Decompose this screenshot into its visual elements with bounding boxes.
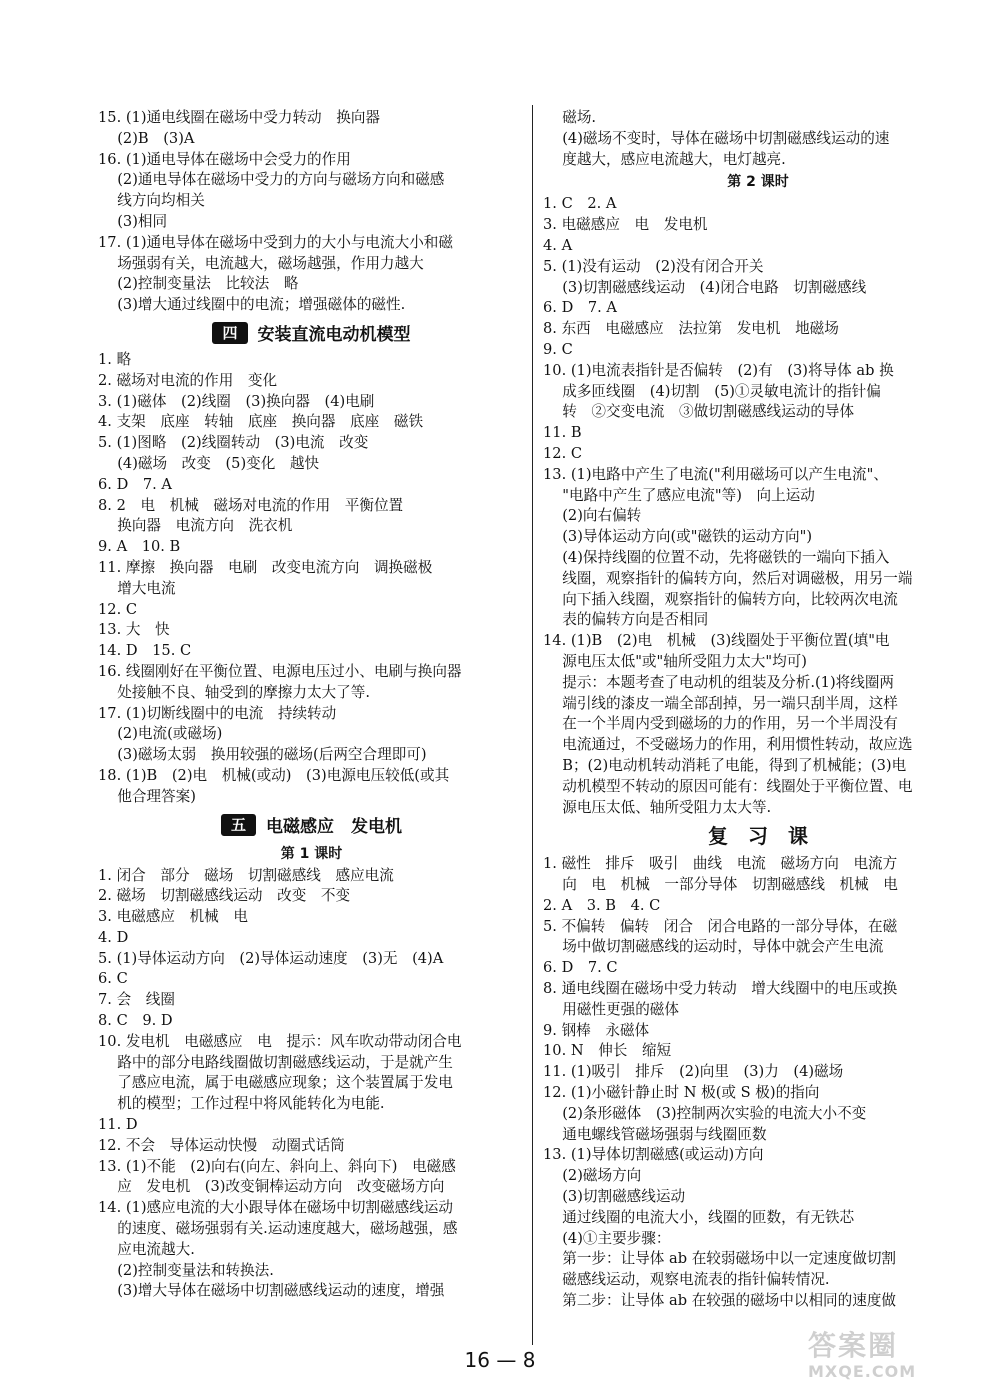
answer-line: 通电螺线管磁场强弱与线圈匝数 — [543, 1125, 767, 1143]
answer-line: (4)磁场不变时，导体在磁场中切割磁感线运动的速 — [543, 129, 890, 147]
answer-line: 4. A — [543, 236, 573, 254]
page-number: 16 — 8 — [464, 1348, 536, 1372]
answer-line: 度越大，感应电流越大，电灯越亮. — [543, 150, 786, 168]
answer-line: 场中做切割磁感线的运动时，导体中就会产生电流 — [543, 938, 884, 956]
answer-line: 10. N 伸长 缩短 — [543, 1042, 672, 1060]
answer-line: 端引线的漆皮一端全部刮掉，另一端只刮半周，这样 — [543, 694, 898, 712]
section-title: 电磁感应 发电机 — [266, 817, 402, 837]
answer-line: "电路中产生了感应电流"等) 向上运动 — [543, 486, 815, 504]
answer-line: 11. B — [543, 424, 582, 442]
right-column — [543, 108, 973, 1312]
answer-line: (4)磁场 改变 (5)变化 越快 — [98, 454, 320, 472]
answer-line: 向下插入线圈，观察指针的偏转方向，比较两次电流 — [543, 590, 898, 608]
column-divider — [532, 105, 533, 1345]
answer-line: (2)磁场方向 — [543, 1167, 642, 1185]
answer-line: 8. C 9. D — [98, 1012, 173, 1030]
answer-line: (2)电流(或磁场) — [98, 725, 223, 743]
answer-line: (3)磁场太弱 换用较强的磁场(后两空合理即可) — [98, 746, 427, 764]
answer-line: 10. 发电机 电磁感应 电 提示：风车吹动带动闭合电 — [98, 1032, 462, 1050]
answer-line: (3)增大通过线圈中的电流；增强磁体的磁性. — [98, 296, 406, 314]
answer-line: 路中的部分电路线圈做切割磁感线运动，于是就产生 — [98, 1053, 453, 1071]
answer-line: 5. (1)没有运动 (2)没有闭合开关 — [543, 257, 764, 275]
answer-line: 13. 大 快 — [98, 621, 170, 639]
answer-line: 电流通过，不受磁场力的作用，利用惯性转动，故应选 — [543, 736, 913, 754]
answer-line: 13. (1)电路中产生了电流("利用磁场可以产生电流"、 — [543, 465, 888, 483]
answer-line: 第一步：让导体 ab 在较弱磁场中以一定速度做切割 — [543, 1250, 897, 1268]
answer-line: (2)条形磁体 (3)控制两次实验的电流大小不变 — [543, 1104, 867, 1122]
answer-line: 2. A 3. B 4. C — [543, 896, 661, 914]
answer-line: (2)控制变量法和转换法. — [98, 1261, 274, 1279]
answer-line: 用磁性更强的磁体 — [543, 1000, 679, 1018]
answer-line: 了感应电流，属于电磁感应现象；这个装置属于发电 — [98, 1074, 453, 1092]
answer-line: 15. (1)通电线圈在磁场中受力转动 换向器 — [98, 109, 381, 126]
answer-line: 转 ②交变电流 ③做切割磁感线运动的导体 — [543, 403, 855, 421]
answer-line: 16. 线圈刚好在平衡位置、电源电压过小、电刷与换向器 — [98, 662, 462, 680]
answer-line: 17. (1)切断线圈中的电流 持续转动 — [98, 704, 337, 722]
watermark-logo — [808, 1330, 983, 1390]
answer-line: 8. 2 电 机械 磁场对电流的作用 平衡位置 — [98, 496, 404, 514]
answer-line: 成多匝线圈 (4)切割 (5)①灵敏电流计的指针偏 — [543, 382, 881, 400]
answer-line: 表的偏转方向是否相同 — [543, 611, 709, 629]
answer-line: 换向器 电流方向 洗衣机 — [98, 517, 293, 535]
answer-line: (2)通电导体在磁场中受力的方向与磁场方向和磁感 — [98, 171, 445, 189]
answer-line: 3. 电磁感应 机械 电 — [98, 908, 248, 926]
answer-line: 10. (1)电流表指针是否偏转 (2)有 (3)将导体 ab 换 — [543, 361, 894, 379]
answer-line: 4. 支架 底座 转轴 底座 换向器 底座 磁铁 — [98, 413, 424, 431]
answer-line: 2. 磁场 切割磁感线运动 改变 不变 — [98, 887, 351, 905]
answer-line: 增大电流 — [98, 579, 176, 597]
answer-line: 8. 通电线圈在磁场中受力转动 增大线圈中的电压或换 — [543, 980, 898, 998]
answer-line: (3)相同 — [98, 212, 168, 230]
answer-line: 5. (1)图略 (2)线圈转动 (3)电流 改变 — [98, 434, 369, 452]
section-number-badge: 四 — [212, 322, 247, 344]
answer-line: 通过线圈的电流大小，线圈的匝数，有无铁芯 — [543, 1208, 855, 1226]
section-heading — [98, 316, 525, 350]
answer-line: (2)控制变量法 比较法 略 — [98, 275, 299, 293]
answer-line: 1. 闭合 部分 磁场 切割磁感线 感应电流 — [98, 866, 394, 884]
answer-line: 源电压太低"或"轴所受阻力太大"均可) — [543, 652, 807, 670]
answer-line: 线方向均相关 — [98, 192, 205, 210]
answer-line: 1. 略 — [98, 350, 132, 368]
answer-line: 11. 摩擦 换向器 电刷 改变电流方向 调换磁极 — [98, 558, 433, 576]
answer-line: 5. (1)导体运动方向 (2)导体运动速度 (3)无 (4)A — [98, 949, 444, 967]
answer-line: 11. D — [98, 1116, 138, 1134]
answer-line: 11. (1)吸引 排斥 (2)向里 (3)力 (4)磁场 — [543, 1063, 844, 1081]
answer-line: 17. (1)通电导体在磁场中受到力的大小与电流大小和磁 — [98, 233, 453, 251]
answer-line: 磁感线运动，观察电流表的指针偏转情况. — [543, 1271, 830, 1289]
answer-line: (3)增大导体在磁场中切割磁感线运动的速度，增强 — [98, 1282, 445, 1300]
answer-line: 12. C — [543, 444, 583, 462]
answer-line: (3)导体运动方向(或"磁铁的运动方向") — [543, 528, 813, 546]
answer-line: 1. 磁性 排斥 吸引 曲线 电流 磁场方向 电流方 — [543, 855, 898, 873]
answer-line: 12. C — [98, 600, 138, 618]
answer-line: (2)B (3)A — [98, 129, 195, 147]
answer-line: 处接触不良、轴受到的摩擦力太大了等. — [98, 683, 370, 701]
answer-line: (2)向右偏转 — [543, 507, 642, 525]
answer-line: 14. D 15. C — [98, 642, 192, 660]
answer-line: B；(2)电动机转动消耗了电能，得到了机械能；(3)电 — [543, 756, 907, 774]
answer-line: 14. (1)感应电流的大小跟导体在磁场中切割磁感线运动 — [98, 1199, 453, 1217]
answer-line: 磁场. — [543, 109, 597, 126]
answer-line: 应 发电机 (3)改变铜棒运动方向 改变磁场方向 — [98, 1178, 445, 1196]
answer-line: 12. 不会 导体运动快慢 动圈式话筒 — [98, 1136, 345, 1154]
answer-line: 6. C — [98, 970, 128, 988]
answer-line: 6. D 7. A — [543, 299, 617, 317]
answer-line: 14. (1)B (2)电 机械 (3)线圈处于平衡位置(填"电 — [543, 632, 890, 650]
answer-line: 应电流越大. — [98, 1240, 195, 1258]
answer-line: 9. 钢棒 永磁体 — [543, 1021, 650, 1039]
answer-line: 13. (1)导体切割磁感(或运动)方向 — [543, 1146, 764, 1164]
answer-line: 18. (1)B (2)电 机械(或动) (3)电源电压较低(或其 — [98, 766, 450, 784]
answer-line: 2. 磁场对电流的作用 变化 — [98, 371, 278, 389]
watermark-bottom: MXQE.COM — [808, 1362, 917, 1381]
answer-line: 机的模型；工作过程中将风能转化为电能. — [98, 1095, 385, 1113]
answer-line: 5. 不偏转 偏转 闭合 闭合电路的一部分导体，在磁 — [543, 917, 898, 935]
answer-line: 源电压太低、轴所受阻力太大等. — [543, 798, 772, 816]
review-heading: 复 习 课 — [708, 824, 808, 849]
answer-line: 在一个半周内受到磁场的力的作用，另一个半周没有 — [543, 715, 898, 733]
answer-line: 13. (1)不能 (2)向右(向左、斜向上、斜向下) 电磁感 — [98, 1157, 456, 1175]
answer-line: (4)保持线圈的位置不动，先将磁铁的一端向下插入 — [543, 548, 890, 566]
answer-line: 动机模型不转动的原因可能有：线圈处于平衡位置、电 — [543, 777, 913, 795]
answer-line: 3. 电磁感应 电 发电机 — [543, 216, 708, 234]
section-number-badge: 五 — [221, 814, 256, 836]
watermark-top: 答案圈 — [808, 1329, 899, 1362]
lesson-heading: 第 1 课时 — [280, 845, 343, 862]
answer-line: 线圈，观察指针的偏转方向，然后对调磁极，用另一端 — [543, 569, 913, 587]
answer-line: 场强弱有关，电流越大，磁场越强，作用力越大 — [98, 254, 424, 272]
answer-line: 6. D 7. C — [543, 959, 618, 977]
answer-line: 9. A 10. B — [98, 538, 181, 556]
answer-line: 向 电 机械 一部分导体 切割磁感线 机械 电 — [543, 876, 898, 894]
section-heading — [98, 808, 525, 842]
answer-line: 12. (1)小磁针静止时 N 极(或 S 极)的指向 — [543, 1084, 820, 1102]
section-title: 安装直流电动机模型 — [257, 325, 411, 346]
answer-line: 第二步：让导体 ab 在较强的磁场中以相同的速度做 — [543, 1292, 897, 1310]
answer-line: 9. C — [543, 340, 573, 358]
answer-line: 他合理答案) — [98, 787, 196, 805]
answer-line: 8. 东西 电磁感应 法拉第 发电机 地磁场 — [543, 320, 839, 338]
answer-line: (3)切割磁感线运动 (4)闭合电路 切割磁感线 — [543, 278, 867, 296]
answer-line: 的速度、磁场强弱有关.运动速度越大，磁场越强，感 — [98, 1220, 458, 1238]
answer-line: 4. D — [98, 928, 129, 946]
answer-line: 提示：本题考查了电动机的组装及分析.(1)将线圈两 — [543, 673, 895, 691]
answer-line: 16. (1)通电导体在磁场中会受力的作用 — [98, 150, 351, 168]
lesson-heading: 第 2 课时 — [727, 174, 789, 191]
answer-line: (3)切割磁感线运动 — [543, 1188, 686, 1206]
answer-line: 1. C 2. A — [543, 195, 617, 213]
answer-line: 6. D 7. A — [98, 475, 172, 493]
left-column — [98, 108, 525, 1302]
answer-line: (4)①主要步骤： — [543, 1229, 671, 1247]
answer-line: 7. 会 线圈 — [98, 991, 175, 1009]
answer-line: 3. (1)磁体 (2)线圈 (3)换向器 (4)电刷 — [98, 392, 375, 410]
